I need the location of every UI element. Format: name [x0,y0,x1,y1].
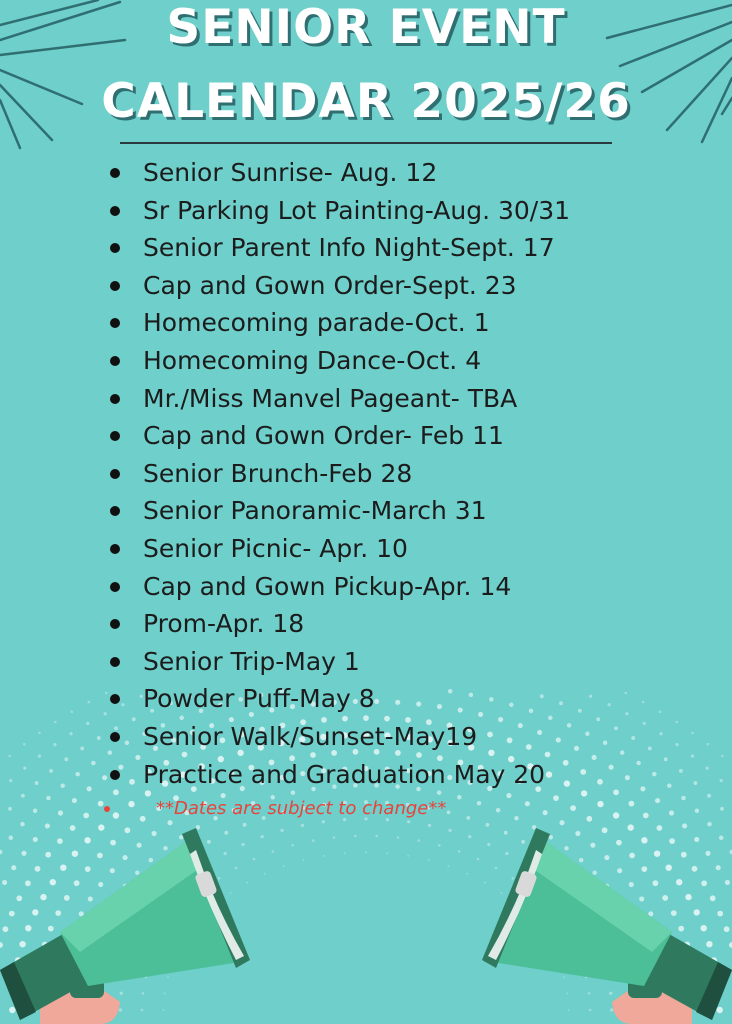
halftone-dot [98,801,104,807]
halftone-dot [620,750,625,755]
event-label: Senior Parent Info Night-Sept. 17 [143,233,555,263]
event-item [108,154,570,192]
halftone-dot [102,775,107,780]
bullet-icon [110,506,120,516]
note-bullet-icon [104,806,110,812]
halftone-dot [23,743,26,746]
halftone-dot [624,692,627,695]
title-divider [120,142,612,144]
page-title-line-2: CALENDAR 2025/26 [101,74,631,129]
halftone-dot [438,844,441,847]
halftone-dot [447,865,449,867]
event-label: Senior Panoramic-March 31 [143,496,487,526]
halftone-dot [53,743,56,746]
halftone-dot [283,865,285,867]
halftone-dot [721,755,724,758]
halftone-dot [365,852,367,854]
event-label: Senior Trip-May 1 [143,646,360,676]
event-item [108,643,570,681]
halftone-dot [643,813,649,819]
event-label: Senior Walk/Sunset-May19 [143,721,478,751]
halftone-dot [333,836,336,839]
event-label: Homecoming parade-Oct. 1 [143,308,490,338]
halftone-dot [603,741,608,746]
bullet-icon [110,281,120,291]
event-item [108,756,570,794]
halftone-dot [428,859,430,861]
event-item [108,605,570,643]
halftone-dot [580,769,586,775]
event-item [108,568,570,606]
event-item [108,192,570,230]
event-list [108,154,570,793]
event-item [108,380,570,418]
halftone-dot [669,810,674,815]
halftone-dot [458,850,461,853]
halftone-dot [652,772,657,777]
halftone-dot [607,703,610,706]
halftone-dot [97,736,101,740]
halftone-dot [614,726,618,730]
halftone-dot [302,859,304,861]
event-item [108,342,570,380]
halftone-dot [706,766,709,769]
halftone-dot [642,701,645,704]
event-label: Cap and Gown Order- Feb 11 [143,421,504,451]
event-item [108,680,570,718]
halftone-dot [72,798,77,803]
bullet-icon [110,694,120,704]
halftone-dot [323,855,325,857]
halftone-dot [659,732,662,735]
halftone-dot [706,743,709,746]
halftone-dot [23,766,26,769]
page-title-line-1: SENIOR EVENT [166,0,566,55]
halftone-dot [46,796,51,801]
halftone-dot [631,736,635,740]
halftone-dot [613,812,619,818]
halftone-dot [428,824,431,827]
event-label: Homecoming Dance-Oct. 4 [143,345,482,375]
halftone-dot [578,709,582,713]
bullet-icon [110,168,120,178]
event-item [108,718,570,756]
halftone-dot [592,755,597,760]
halftone-dot [386,852,388,854]
halftone-dot [691,732,694,735]
halftone-dot [643,722,646,725]
halftone-dot [103,712,106,715]
event-item [108,304,570,342]
halftone-dot [253,858,256,861]
halftone-dot [720,779,723,782]
halftone-dot [629,801,635,807]
halftone-dot [54,721,57,724]
halftone-dot [91,761,96,766]
bullet-icon [110,619,120,629]
event-item [108,417,570,455]
halftone-dot [291,844,294,847]
halftone-dot [8,807,12,811]
event-label: Cap and Gown Order-Sept. 23 [143,270,517,300]
halftone-dot [33,809,38,814]
event-item [108,455,570,493]
bullet-icon [110,318,120,328]
halftone-dot [448,829,451,832]
halftone-dot [80,746,84,750]
halftone-dot [681,796,686,801]
halftone-dot [397,836,400,839]
halftone-dot [60,783,65,788]
event-label: Practice and Graduation May 20 [143,759,546,789]
event-item [108,267,570,305]
halftone-dot [8,755,11,758]
halftone-dot [264,873,266,875]
halftone-dot [693,781,697,785]
halftone-dot [9,779,12,782]
halftone-dot [375,835,378,838]
event-item [108,229,570,267]
bullet-icon [110,394,120,404]
halftone-dot [720,807,724,811]
halftone-dot [86,722,89,725]
halftone-dot [301,824,304,827]
bullet-icon [110,770,120,780]
halftone-dot [664,757,668,761]
halftone-dot [49,769,53,773]
halftone-dot [21,794,25,798]
halftone-dot [466,873,468,875]
bullet-icon [110,544,120,554]
halftone-dot [38,732,41,735]
halftone-dot [667,783,672,788]
megaphone-icon [0,820,250,1024]
event-label: Mr./Miss Manvel Pageant- TBA [143,383,518,413]
bullet-icon [110,732,120,742]
halftone-dot [679,769,683,773]
halftone-dot [655,798,660,803]
event-item [108,492,570,530]
halftone-dot [417,839,420,842]
halftone-dot [58,810,63,815]
halftone-dot [272,850,275,853]
halftone-dot [659,710,662,713]
halftone-dot [75,772,80,777]
halftone-dot [64,757,68,761]
halftone-dot [87,786,92,791]
halftone-dot [589,695,592,698]
halftone-dot [675,743,678,746]
event-label: Senior Picnic- Apr. 10 [143,533,408,563]
halftone-dot [87,701,90,704]
halftone-dot [596,717,600,721]
event-label: Powder Puff-May 8 [143,684,375,714]
bullet-icon [110,356,120,366]
halftone-dot [35,781,39,785]
halftone-dot [597,779,603,785]
halftone-dot [83,813,89,819]
halftone-dot [585,732,590,737]
halftone-dot [312,839,315,842]
halftone-dot [261,835,264,838]
halftone-dot [675,721,678,724]
halftone-dot [468,835,471,838]
halftone-dot [280,829,283,832]
halftone-dot [344,852,346,854]
bullet-icon [110,431,120,441]
disclaimer-note [104,796,604,822]
event-label: Cap and Gown Pickup-Apr. 14 [143,571,512,601]
bullet-icon [110,469,120,479]
halftone-dot [691,754,694,757]
halftone-dot [609,765,614,770]
megaphone-icon [480,820,732,1024]
halftone-dot [407,855,409,857]
halftone-dot [695,809,700,814]
halftone-dot [625,775,630,780]
event-label: Senior Sunrise- Aug. 12 [143,158,438,187]
halftone-dot [625,712,628,715]
event-label: Sr Parking Lot Painting-Aug. 30/31 [143,195,571,225]
halftone-dot [636,761,641,766]
event-item [108,530,570,568]
bullet-icon [110,582,120,592]
bullet-icon [110,206,120,216]
halftone-dot [354,835,357,838]
bullet-icon [110,657,120,667]
halftone-dot [477,858,480,861]
event-label: Prom-Apr. 18 [143,609,305,639]
halftone-dot [38,754,41,757]
halftone-dot [69,732,72,735]
event-label: Senior Brunch-Feb 28 [143,458,413,488]
disclaimer-text: **Dates are subject to change** [156,798,447,819]
halftone-dot [640,786,645,791]
bullet-icon [110,243,120,253]
halftone-dot [707,794,711,798]
halftone-dot [574,746,579,751]
halftone-dot [70,710,73,713]
halftone-dot [648,746,652,750]
halftone-dot [613,789,619,795]
